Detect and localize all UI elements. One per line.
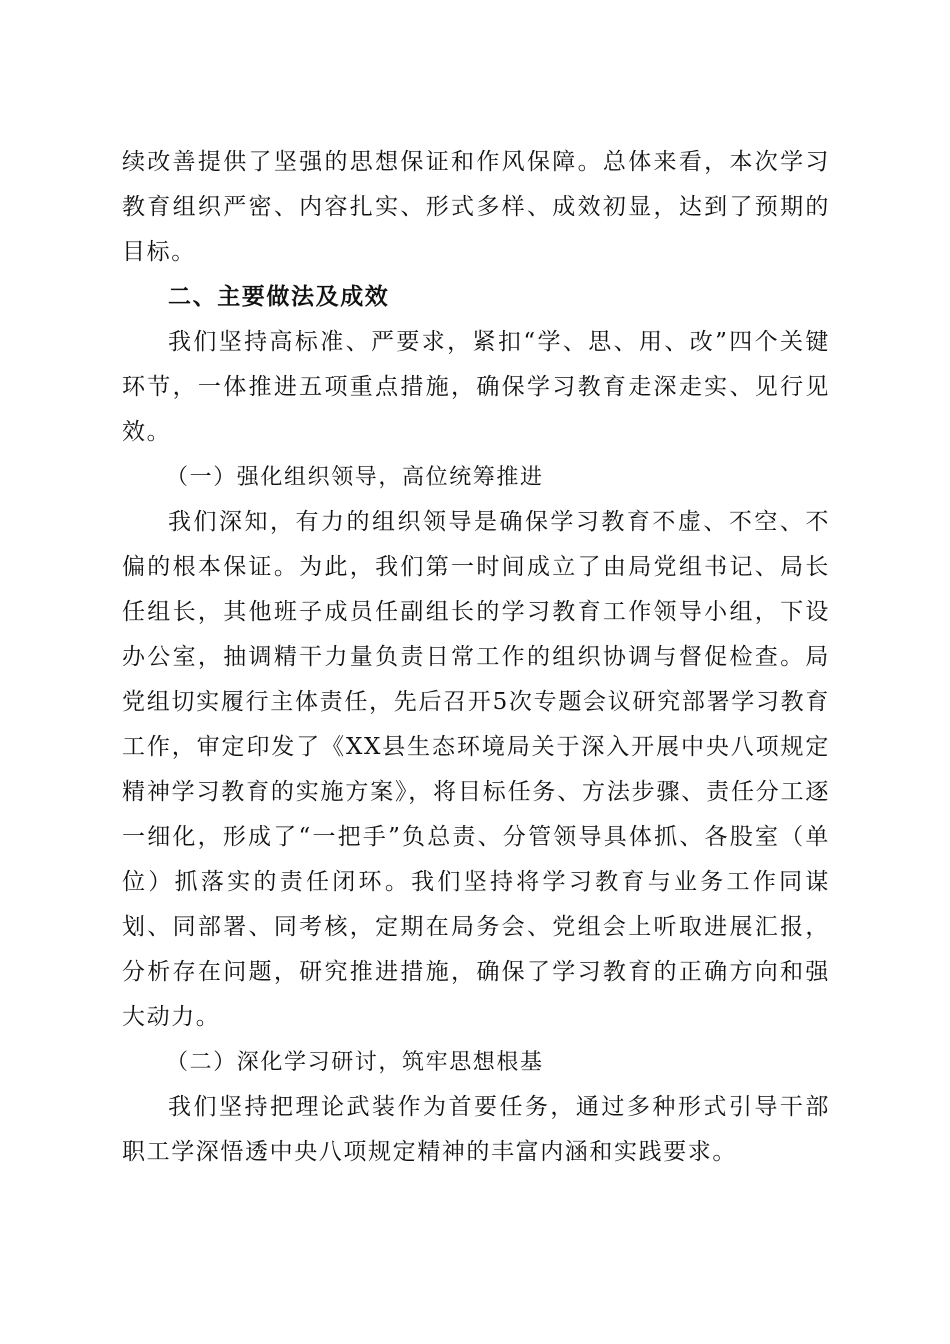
paragraph-organization-leadership: 我们深知，有力的组织领导是确保学习教育不虚、不空、不偏的根本保证。为此，我们第一时间成立了由局党组书记、局长任组长，其他班子成员任副组长的学习教育工作领导小组，下设办公室，抽调精干力量负责日常工作的组织协调与督促检查。局党组切实履行主体责任，先后召开5次专题会议研究部署学习教育工作，审定印发了《XX县生态环境局关于深入开展中央八项规定精神学习教育的实施方案》，将目标任务、方法步骤、责任分工逐一细化，形成了“一把手”负总责、分管领导具体抓、各股室（单位）抓落实的责任闭环。我们坚持将学习教育与业务工作同谋划、同部署、同考核，定期在局务会、党组会上听取进展汇报，分析存在问题，研究推进措施，确保了学习教育的正确方向和强大动力。 — [122, 509, 830, 1030]
subheading-study-discussion: （二）深化学习研讨，筑牢思想根基 — [166, 1050, 544, 1075]
paragraph-continuation: 续改善提供了坚强的思想保证和作风保障。总体来看，本次学习教育组织严密、内容扎实、形式多样、成效初显，达到了预期的目标。 — [122, 149, 830, 265]
paragraph-overview: 我们坚持高标准、严要求，紧扣“学、思、用、改”四个关键环节，一体推进五项重点措施，确保学习教育走深走实、见行见效。 — [122, 329, 830, 445]
document-body — [122, 140, 830, 1175]
section-heading-main-practices: 二、主要做法及成效 — [168, 284, 390, 310]
subheading-organization-leadership: （一）强化组织领导，高位统筹推进 — [166, 465, 544, 490]
paragraph-study-discussion: 我们坚持把理论武装作为首要任务，通过多种形式引导干部职工学深悟透中央八项规定精神的丰富内涵和实践要求。 — [122, 1094, 830, 1165]
